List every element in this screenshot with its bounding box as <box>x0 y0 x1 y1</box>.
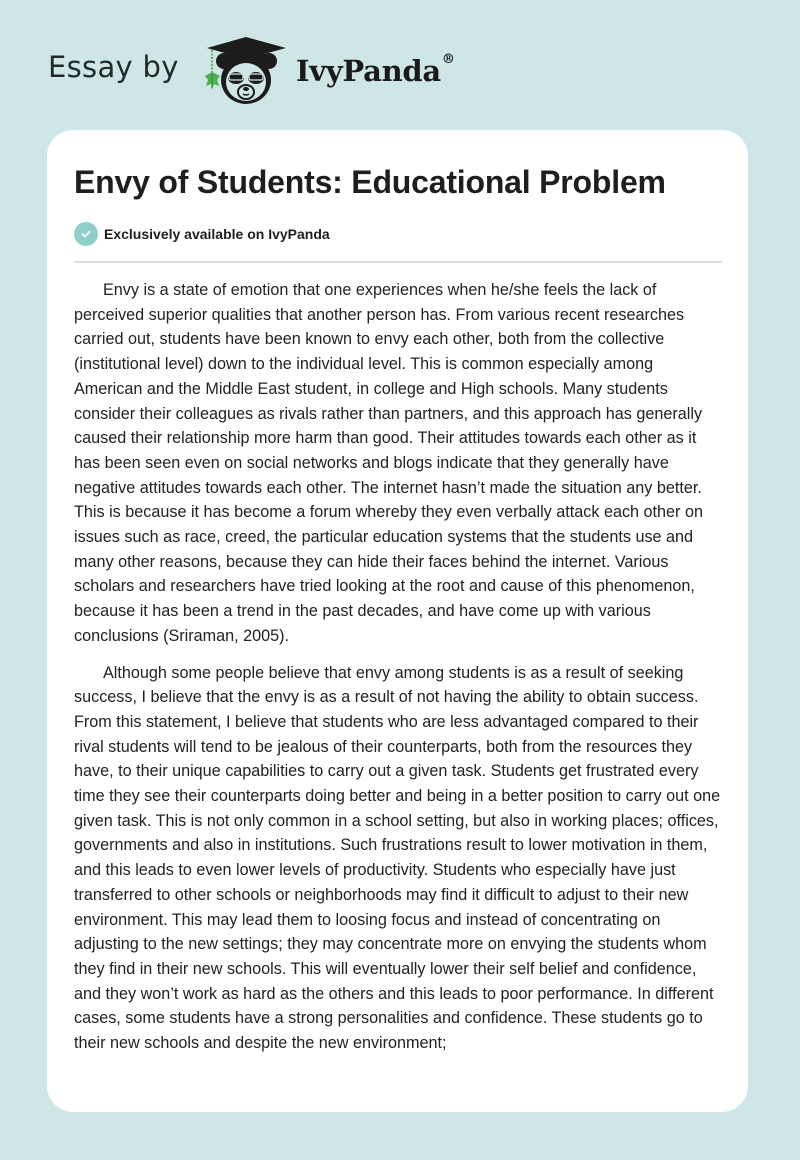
check-circle-icon <box>74 222 98 246</box>
divider <box>74 261 722 263</box>
brand-text: IvyPanda <box>296 54 441 88</box>
registered-mark: ® <box>441 52 455 67</box>
essay-by-label: Essay by <box>48 50 179 84</box>
exclusive-label: Exclusively available on IvyPanda <box>104 226 330 242</box>
exclusive-badge <box>74 222 330 246</box>
page-title: Envy of Students: Educational Problem <box>74 164 666 200</box>
panda-logo-icon[interactable] <box>200 34 292 108</box>
brand-name[interactable] <box>296 54 455 88</box>
paragraph: Envy is a state of emotion that one experiences when he/she feels the lack of perceived superior qualities that another person has. From various recent researches carried out, students have been known to envy each other, both from the collective (institutional level) down to the individual level. This is common especially among American and the Middle East student, in college and High schools. Many students consider their colleagues as rivals rather than partners, and this approach has generally caused their relationship more harm than good. Their attitudes towards each other as it has been seen even on social networks and blogs indicate that they generally have negative attitudes towards each other. The internet hasn’t made the situation any better. This is because it has become a forum whereby they even verbally attack each other on issues such as race, creed, the particular education systems that the students use and many other reasons, because they can hide their faces behind the internet. Various scholars and researchers have tried looking at the root and cause of this phenomenon, because it has been a trend in the past decades, and have come up with various conclusions (Sriraman, 2005). <box>74 281 703 645</box>
paragraph: Although some people believe that envy among students is as a result of seeking success, I believe that the envy is as a result of not having the ability to obtain success. From this statement, I believe that students who are less advantaged compared to their rival students will tend to be jealous of their counterparts, both from the resources they have, to their unique capabilities to carry out a given task. Students get frustrated every time they see their counterparts doing better and being in a better position to carry out one given task. This is not only common in a school setting, but also in working places; offices, governments and also in institutions. Such frustrations result to lower motivation in them, and this leads to even lower levels of productivity. Students who especially have just transferred to other schools or neighborhoods may find it difficult to adjust to their new environment. This may lead them to loosing focus and instead of concentrating on adjusting to the new settings; they may concentrate more on envying the students whom they find in their new schools. This will eventually lower their self belief and confidence, and they won’t work as hard as the others and this leads to poor performance. In different cases, some students have a strong personalities and confidence. These students go to their new schools and despite the new environment; <box>74 663 721 1053</box>
essay-body <box>74 278 724 1068</box>
site-header <box>0 0 800 130</box>
essay-card <box>47 130 748 1112</box>
